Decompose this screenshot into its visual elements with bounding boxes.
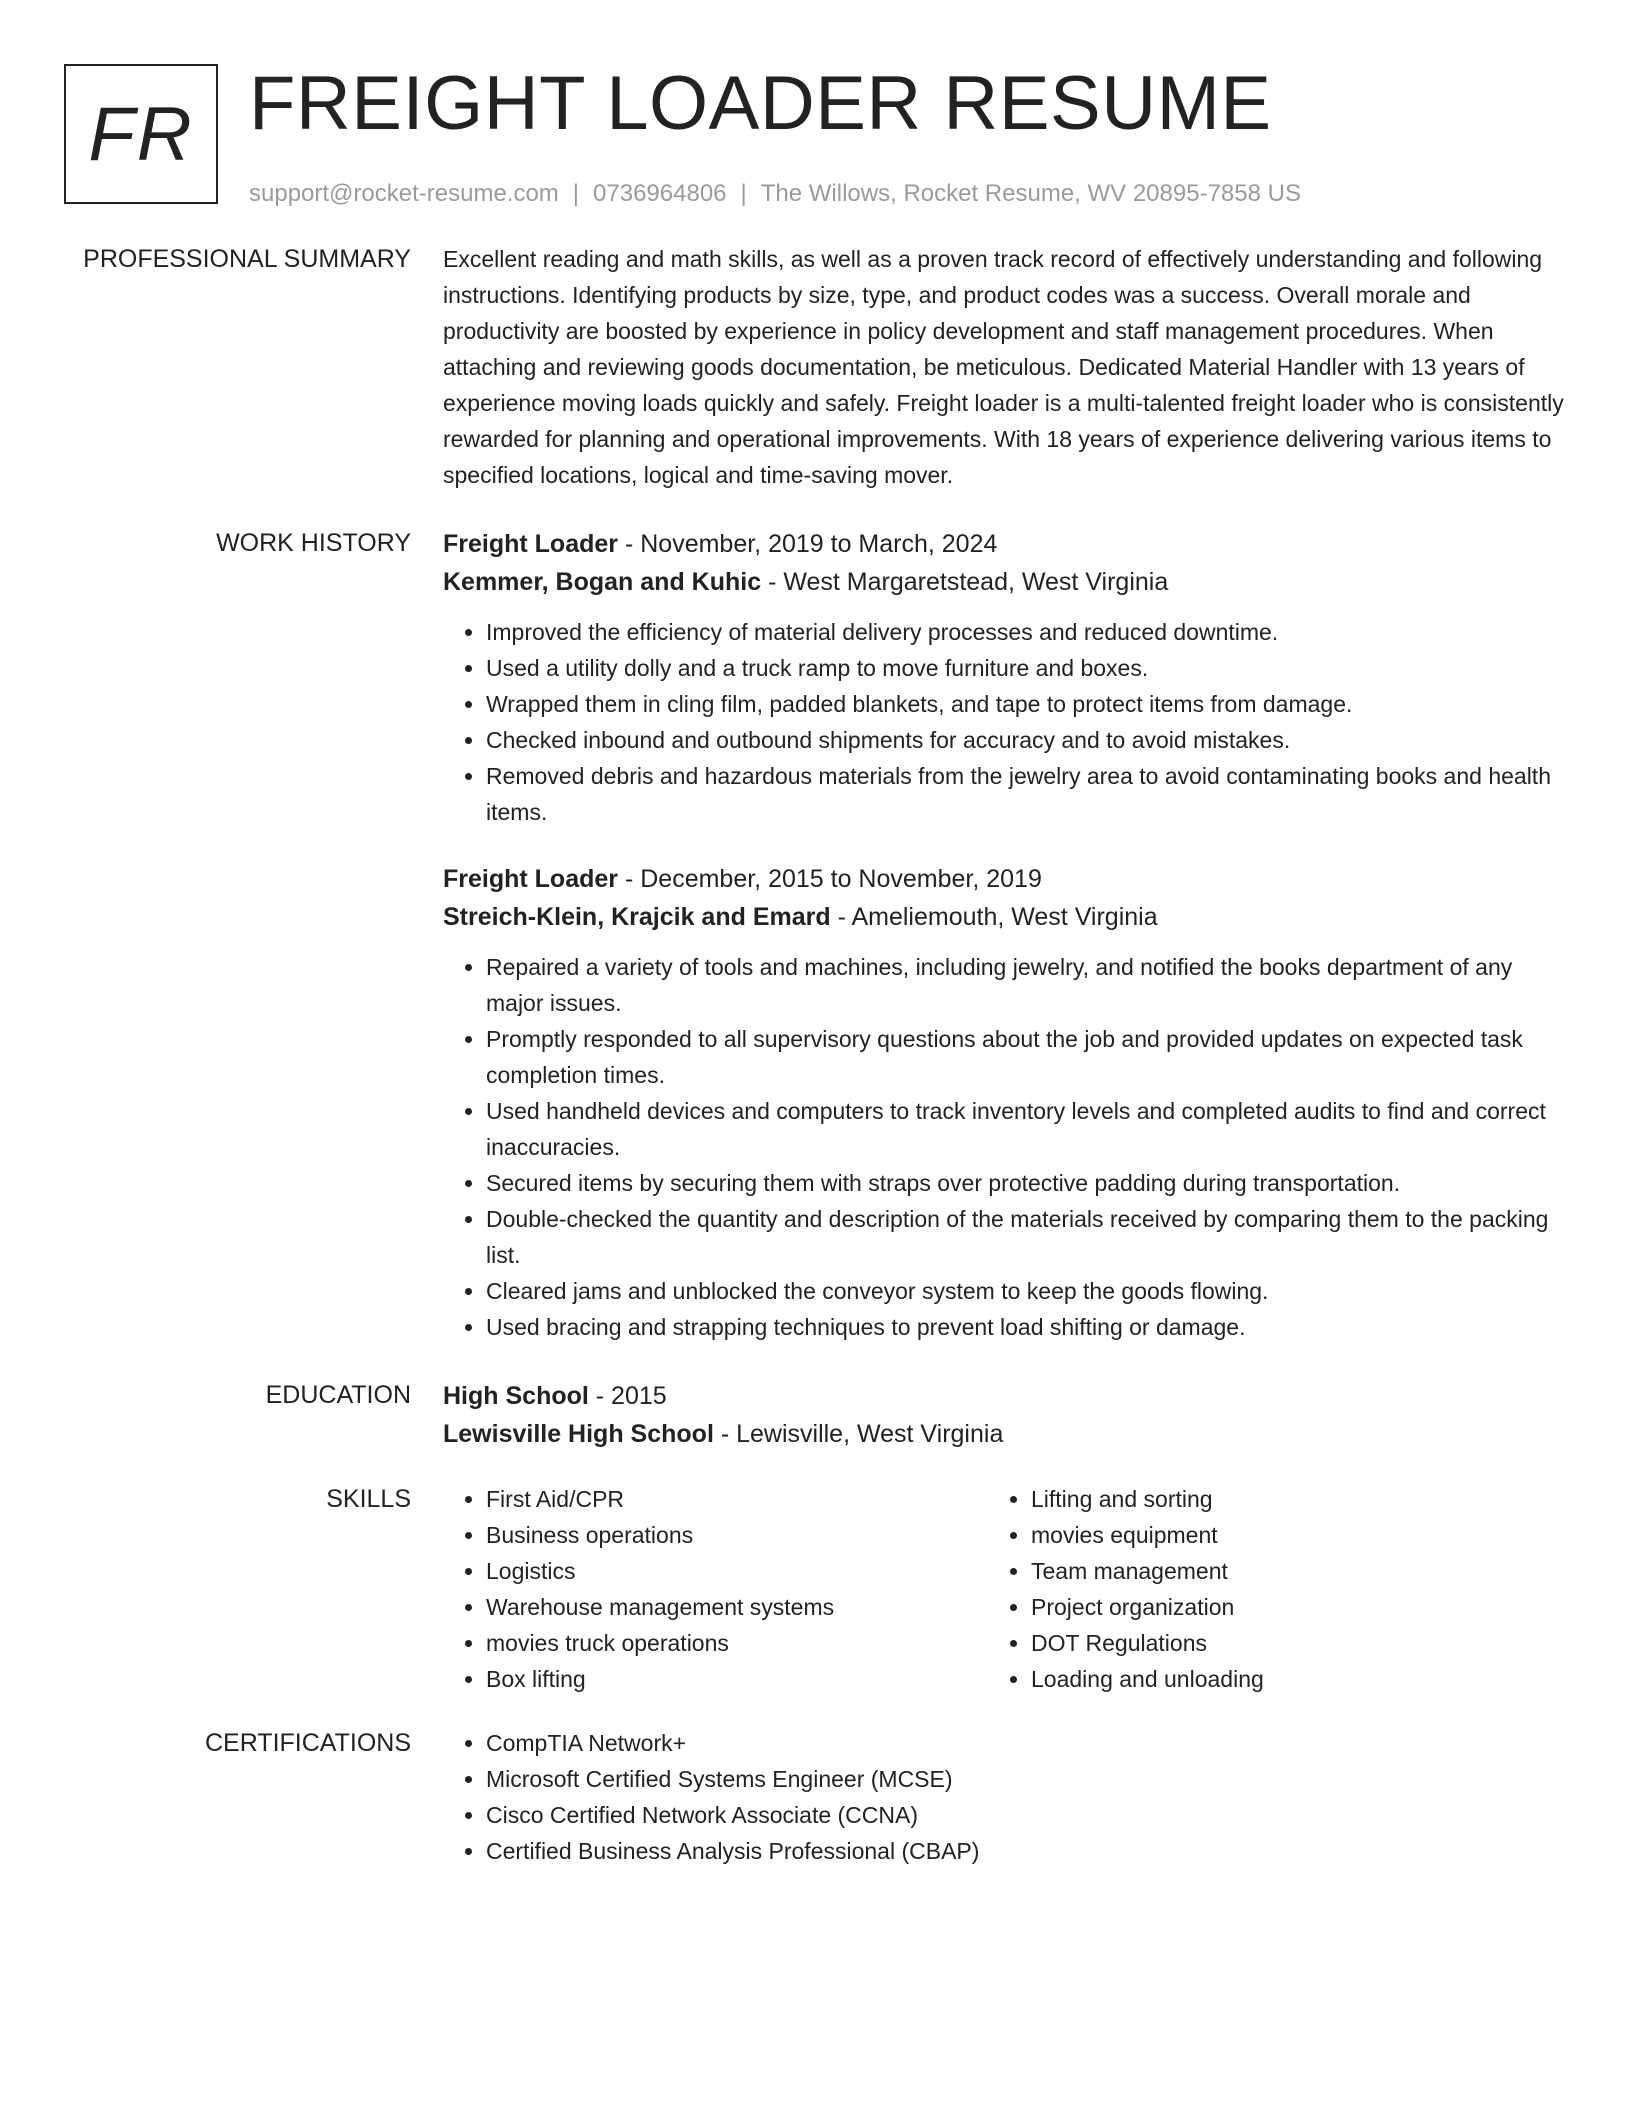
job-bullet: • Checked inbound and outbound shipments for accuracy and to avoid mistakes. bbox=[486, 722, 1568, 758]
skill-item: • Lifting and sorting bbox=[1031, 1481, 1533, 1517]
certifications-list bbox=[443, 1725, 1568, 1869]
resume-header bbox=[64, 61, 1568, 208]
job-title-line bbox=[443, 860, 1568, 898]
job-title-line bbox=[443, 525, 1568, 563]
contact-separator: | bbox=[740, 180, 747, 207]
section-education bbox=[64, 1377, 1568, 1453]
job-company-line bbox=[443, 898, 1568, 936]
job-dates: - December, 2015 to November, 2019 bbox=[618, 865, 1042, 893]
skill-item: • Business operations bbox=[486, 1517, 988, 1553]
contact-phone[interactable]: 0736964806 bbox=[593, 180, 727, 207]
contact-separator: | bbox=[572, 180, 580, 207]
contact-email[interactable]: support@rocket-resume.com bbox=[249, 180, 559, 207]
section-label: CERTIFICATIONS bbox=[204, 1729, 411, 1757]
job-bullet: • Wrapped them in cling film, padded blankets, and tape to protect items from damage. bbox=[486, 686, 1568, 722]
section-label: EDUCATION bbox=[265, 1381, 411, 1409]
monogram: FR bbox=[64, 64, 218, 204]
job-bullet: • Used a utility dolly and a truck ramp to move furniture and boxes. bbox=[486, 650, 1568, 686]
job-entry bbox=[443, 860, 1568, 1345]
job-company: Streich-Klein, Krajcik and Emard bbox=[443, 903, 831, 931]
job-location: - West Margaretstead, West Virginia bbox=[761, 568, 1169, 596]
skill-item: • Loading and unloading bbox=[1031, 1661, 1533, 1697]
section-label: SKILLS bbox=[326, 1485, 411, 1513]
job-bullet: • Used handheld devices and computers to track inventory levels and completed audits to find and correct inaccuracies. bbox=[486, 1093, 1568, 1165]
education-year: - 2015 bbox=[588, 1382, 667, 1410]
skills-column-left bbox=[443, 1481, 988, 1697]
job-location: - Ameliemouth, West Virginia bbox=[830, 903, 1158, 931]
job-bullet: • Cleared jams and unblocked the conveyor system to keep the goods flowing. bbox=[486, 1273, 1568, 1309]
education-school-line bbox=[443, 1415, 1568, 1453]
skill-item: • Logistics bbox=[486, 1553, 988, 1589]
job-bullet: • Used bracing and strapping techniques to prevent load shifting or damage. bbox=[486, 1309, 1568, 1345]
contact-address: The Willows, Rocket Resume, WV 20895-7858 US bbox=[760, 180, 1301, 207]
skill-item: • First Aid/CPR bbox=[486, 1481, 988, 1517]
education-degree: High School bbox=[443, 1382, 589, 1410]
job-bullet: • Secured items by securing them with straps over protective padding during transportation. bbox=[486, 1165, 1568, 1201]
header-text bbox=[249, 61, 1301, 208]
certification-item: • Cisco Certified Network Associate (CCNA) bbox=[486, 1797, 1568, 1833]
section-label: WORK HISTORY bbox=[216, 529, 411, 557]
section-label: PROFESSIONAL SUMMARY bbox=[83, 245, 411, 273]
section-certifications bbox=[64, 1725, 1568, 1869]
section-body bbox=[443, 1377, 1568, 1453]
job-bullets bbox=[443, 949, 1568, 1345]
contact-line bbox=[249, 180, 1301, 208]
resume-title: FREIGHT LOADER RESUME bbox=[249, 61, 1272, 146]
job-bullet: • Double-checked the quantity and description of the materials received by comparing them to the packing list. bbox=[486, 1201, 1568, 1273]
skill-item: • Box lifting bbox=[486, 1661, 988, 1697]
skill-item: • Project organization bbox=[1031, 1589, 1533, 1625]
skill-item: • movies truck operations bbox=[486, 1625, 988, 1661]
certification-item: • Microsoft Certified Systems Engineer (MCSE) bbox=[486, 1761, 1568, 1797]
job-dates: - November, 2019 to March, 2024 bbox=[618, 530, 998, 558]
job-title: Freight Loader bbox=[443, 530, 619, 558]
skill-item: • Warehouse management systems bbox=[486, 1589, 988, 1625]
section-body bbox=[443, 241, 1568, 493]
summary-text: Excellent reading and math skills, as well as a proven track record of effectively understanding and following instructions. Identifying products by size, type, and product codes was a success. Overall morale and productivity are boosted by experience in policy development and staff management procedures. When attaching and reviewing goods documentation, be meticulous. Dedicated Material Handler with 13 years of experience moving loads quickly and safely. Freight loader is a multi-talented freight loader who is consistently rewarded for planning and operational improvements. With 18 years of experience delivering various items to specified locations, logical and time-saving mover. bbox=[443, 246, 1564, 488]
job-bullet: • Improved the efficiency of material delivery processes and reduced downtime. bbox=[486, 614, 1568, 650]
section-body bbox=[443, 1481, 1568, 1697]
job-title: Freight Loader bbox=[443, 865, 619, 893]
section-body bbox=[443, 525, 1568, 1345]
section-work-history bbox=[64, 525, 1568, 1345]
section-summary bbox=[64, 241, 1568, 493]
job-entry bbox=[443, 525, 1568, 830]
education-school: Lewisville High School bbox=[443, 1420, 714, 1448]
certification-item: • Certified Business Analysis Professional (CBAP) bbox=[486, 1833, 1568, 1869]
job-company-line bbox=[443, 563, 1568, 601]
job-company: Kemmer, Bogan and Kuhic bbox=[443, 568, 762, 596]
section-body bbox=[443, 1725, 1568, 1869]
skill-item: • DOT Regulations bbox=[1031, 1625, 1533, 1661]
skills-column-right bbox=[988, 1481, 1533, 1697]
skill-item: • Team management bbox=[1031, 1553, 1533, 1589]
education-degree-line bbox=[443, 1377, 1568, 1415]
education-location: - Lewisville, West Virginia bbox=[713, 1420, 1004, 1448]
job-bullet: • Repaired a variety of tools and machines, including jewelry, and notified the books department of any major issues. bbox=[486, 949, 1568, 1021]
job-bullets bbox=[443, 614, 1568, 830]
job-bullet: • Removed debris and hazardous materials from the jewelry area to avoid contaminating books and health items. bbox=[486, 758, 1568, 830]
skills-grid bbox=[443, 1481, 1568, 1697]
job-bullet: • Promptly responded to all supervisory questions about the job and provided updates on expected task completion times. bbox=[486, 1021, 1568, 1093]
certification-item: • CompTIA Network+ bbox=[486, 1725, 1568, 1761]
section-skills bbox=[64, 1481, 1568, 1697]
skill-item: • movies equipment bbox=[1031, 1517, 1533, 1553]
